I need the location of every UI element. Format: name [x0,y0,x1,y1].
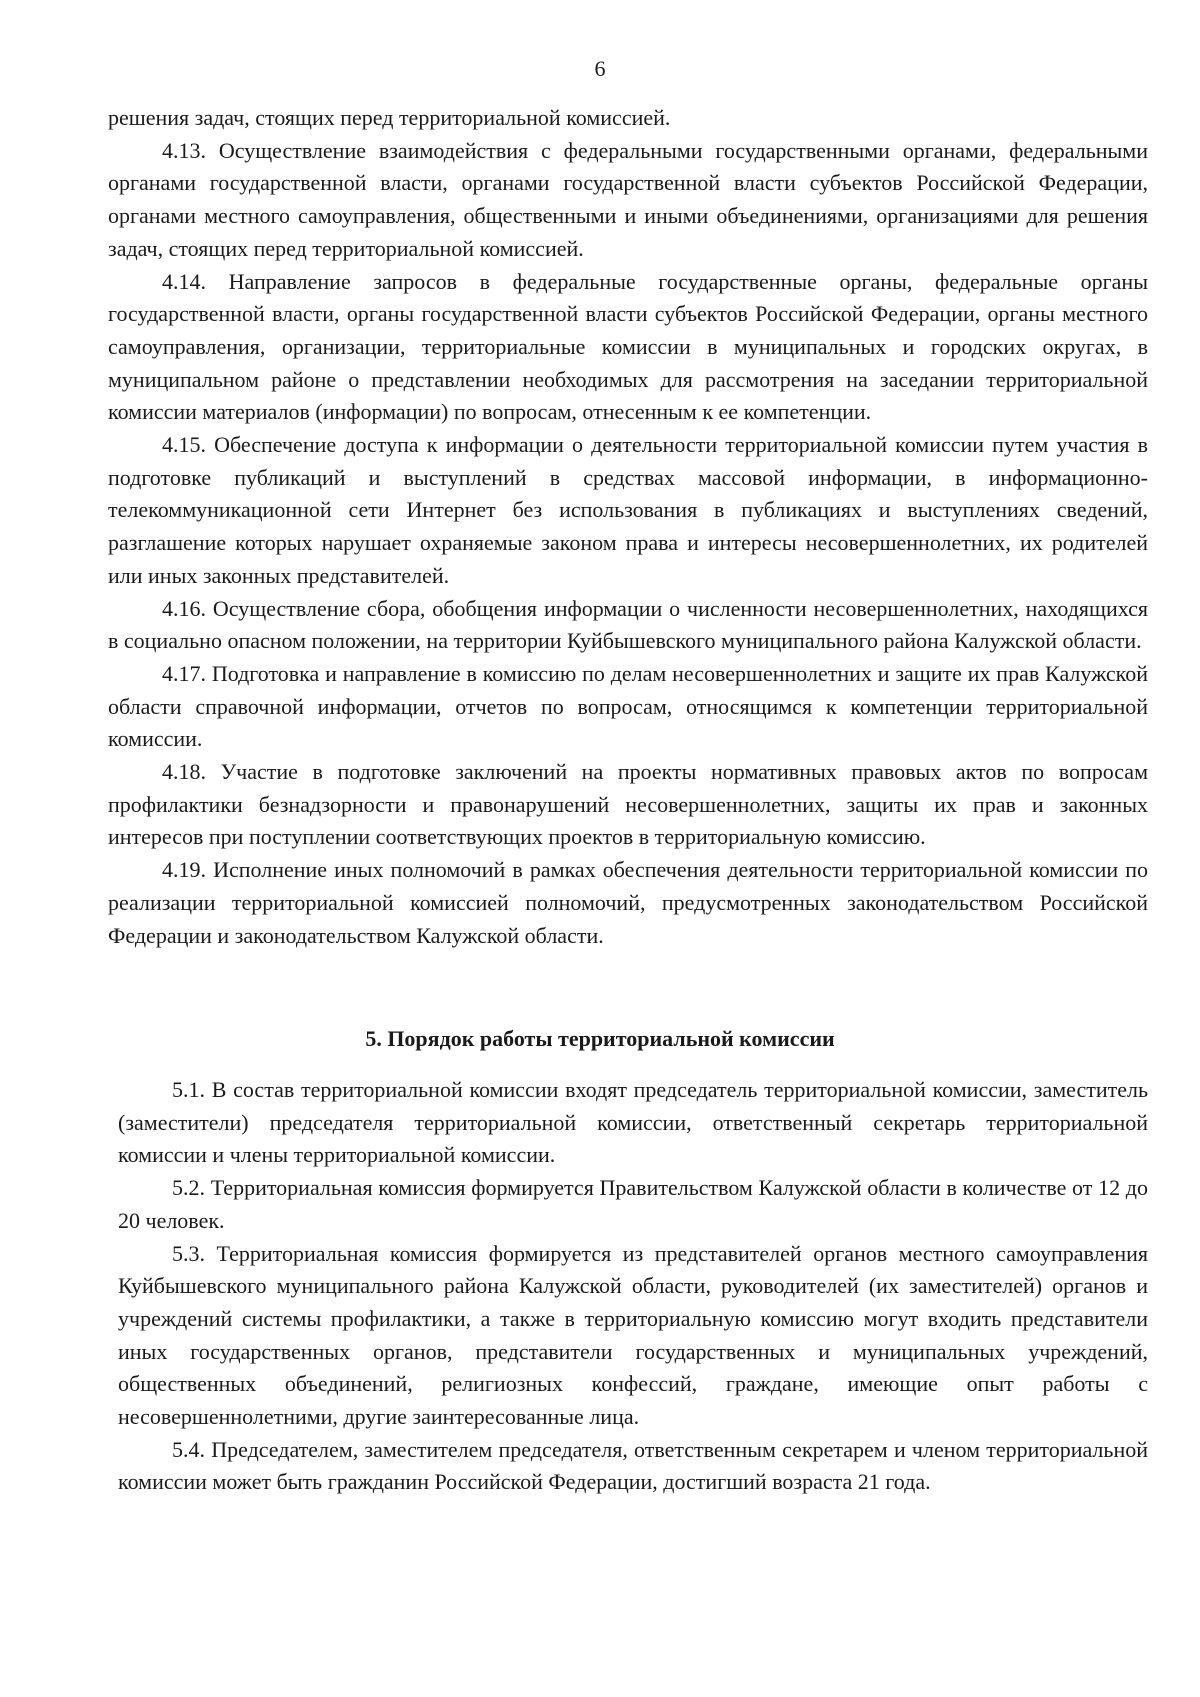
paragraph-5-3: 5.3. Территориальная комиссия формируется из представителей органов местного самоуправления Куйбышевского муниципального района Калужской области, руководителей (их заместителей) органов и учреждений системы профилактики, а также в территориальную комиссию могут входить представители иных государственных органов, представители государственных и муниципальных учреждений, общественных объединений, религиозных конфессий, граждане, имеющие опыт работы с несовершеннолетними, другие заинтересованные лица. [118,1240,1148,1430]
paragraph-4-18: 4.18. Участие в подготовке заключений на проекты нормативных правовых актов по вопросам профилактики безнадзорности и правонарушений несовершеннолетних, защиты их прав и законных интересов при поступлении соответствующих проектов в территориальную комиссию. [108,759,1148,850]
section-5-heading: 5. Порядок работы территориальной комиссии [365,1026,835,1051]
page-number: 6 [594,56,606,81]
section-5-text [118,1074,1148,1499]
paragraph-5-1: 5.1. В состав территориальной комиссии входят председатель территориальной комиссии, заместитель (заместители) председателя территориальной комиссии, ответственный секретарь территориальной комиссии и члены территориальной комиссии. [118,1077,1148,1168]
section-4-text [108,102,1148,952]
paragraph-4-16: 4.16. Осуществление сбора, обобщения информации о численности несовершеннолетних, находящихся в социально опасном положении, на территории Куйбышевского муниципального района Калужской области. [108,595,1148,654]
paragraph-5-2: 5.2. Территориальная комиссия формируется Правительством Калужской области в количестве от 12 до 20 человек. [118,1175,1148,1233]
paragraph-4-15: 4.15. Обеспечение доступа к информации о деятельности территориальной комиссии путем участия в подготовке публикаций и выступлений в средствах массовой информации, в информационно-телекоммуникационной сети Интернет без использования в публикациях и выступлениях сведений, разглашение которых нарушает охраняемые законом права и интересы несовершеннолетних, их родителей или иных законных представителей. [108,432,1148,588]
paragraph-5-4: 5.4. Председателем, заместителем председателя, ответственным секретарем и членом территориальной комиссии может быть гражданин Российской Федерации, достигший возраста 21 года. [118,1436,1148,1495]
paragraph-4-13: 4.13. Осуществление взаимодействия с федеральными государственными органами, федеральными органами государственной власти, органами государственной власти субъектов Российской Федерации, органами местного самоуправления, общественными и иными объединениями, организациями для решения задач, стоящих перед территориальной комиссией. [108,137,1148,261]
continuation-text: решения задач, стоящих перед территориальной комиссией. [108,105,671,130]
paragraph-4-19: 4.19. Исполнение иных полномочий в рамках обеспечения деятельности территориальной комиссии по реализации территориальной комиссией полномочий, предусмотренных законодательством Российской Федерации и законодательством Калужской области. [108,857,1148,948]
paragraph-4-14: 4.14. Направление запросов в федеральные государственные органы, федеральные органы государственной власти, органы государственной власти субъектов Российской Федерации, органы местного самоуправления, организации, территориальные комиссии в муниципальных и городских округах, в муниципальном районе о представлении необходимых для рассмотрения на заседании территориальной комиссии материалов (информации) по вопросам, отнесенным к ее компетенции. [108,268,1148,425]
paragraph-4-17: 4.17. Подготовка и направление в комиссию по делам несовершеннолетних и защите их прав Калужской области справочной информации, отчетов по вопросам, относящимся к компетенции территориальной комиссии. [108,660,1148,752]
